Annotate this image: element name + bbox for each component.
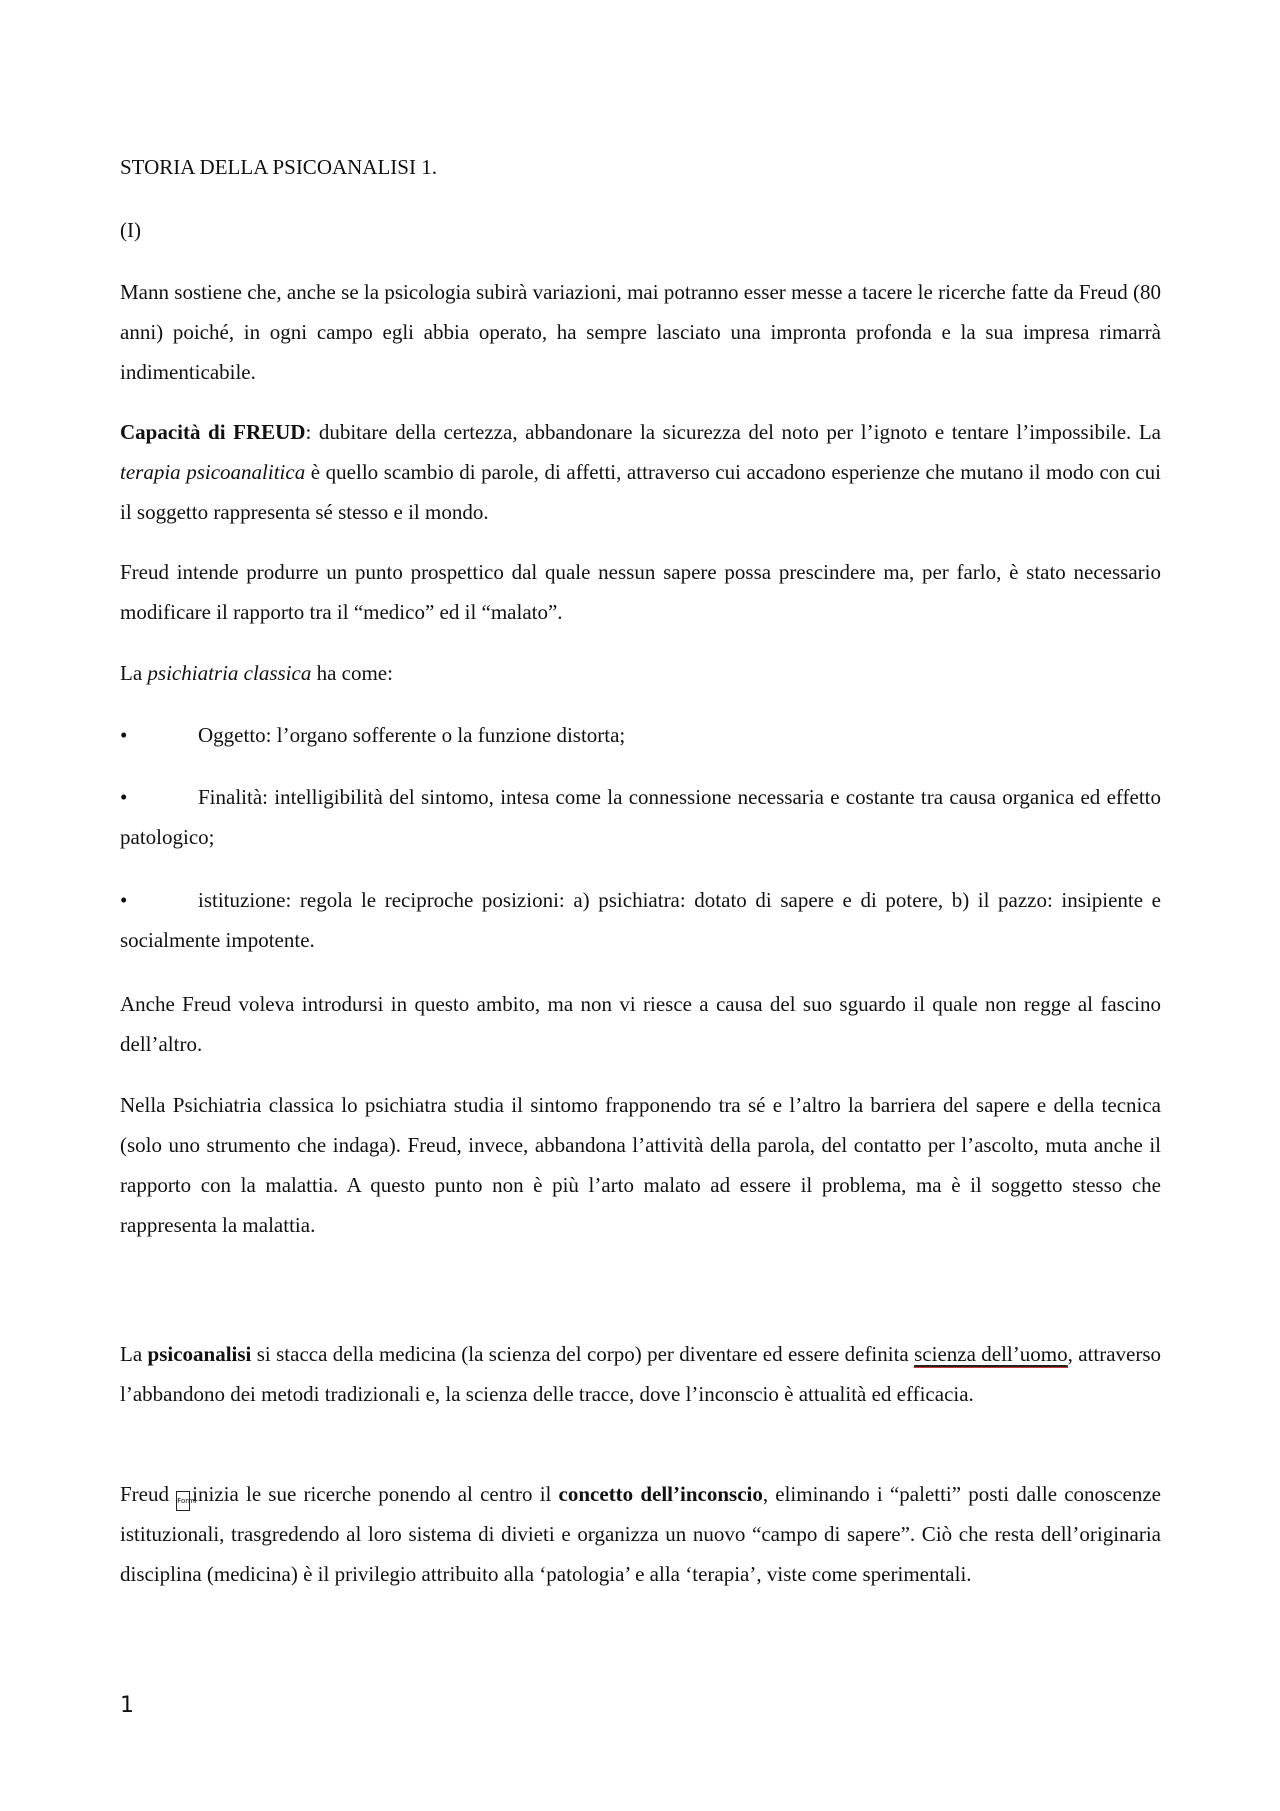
- bullet-symbol: •: [120, 785, 128, 809]
- paragraph-5: Anche Freud voleva introdursi in questo ambito, ma non vi riesce a causa del suo sguardo il quale non regge al fascino dell’altro.: [120, 992, 1161, 1056]
- text-run: è quello scambio di parole, di affetti, attraverso cui accadono esperienze che mutano il modo con cui il soggetto rappresenta sé stesso e il mondo.: [120, 460, 1161, 524]
- list-item-text: Oggetto: l’organo sofferente o la funzione distorta;: [198, 723, 626, 747]
- paragraph-4: [120, 653, 1161, 693]
- italic-term: terapia psicoanalitica: [120, 460, 306, 484]
- paragraph-3: Freud intende produrre un punto prospettico dal quale nessun sapere possa prescindere ma, per farlo, è stato necessario modificare il rapporto tra il “medico” ed il “malato”.: [120, 560, 1161, 624]
- text-run: inizia le sue ricerche ponendo al centro il: [192, 1482, 559, 1506]
- page-number: 1: [120, 1693, 134, 1718]
- bold-term: psicoanalisi: [147, 1342, 252, 1366]
- bullet-symbol: •: [120, 723, 128, 747]
- list-item: [120, 880, 1161, 960]
- text-run: : dubitare della certezza, abbandonare la sicurezza del noto per l’ignoto e tentare l’impossibile. La: [305, 420, 1162, 444]
- paragraph-7: [120, 1334, 1161, 1414]
- text-run: si stacca della medicina (la scienza del corpo) per diventare ed essere definita: [251, 1342, 915, 1366]
- list-item-text: istituzione: regola le reciproche posizioni: a) psichiatra: dotato di sapere e di potere, b) il pazzo: insipiente e socialmente impotente.: [120, 888, 1161, 952]
- bold-term: Capacità di FREUD: [120, 420, 306, 444]
- document-title: STORIA DELLA PSICOANALISI 1.: [120, 155, 437, 179]
- text-run: La: [120, 1342, 148, 1366]
- paragraph-2: [120, 412, 1161, 532]
- text-run: Freud: [120, 1482, 177, 1506]
- paragraph-1: Mann sostiene che, anche se la psicologia subirà variazioni, mai potranno esser messe a tacere le ricerche fatte da Freud (80 anni) poiché, in ogni campo egli abbia operato, ha sempre lasciato una impronta profonda e la sua impresa rimarrà indimenticabile.: [120, 280, 1161, 384]
- underlined-term: scienza dell’uomo: [914, 1342, 1068, 1366]
- paragraph-6: Nella Psichiatria classica lo psichiatra studia il sintomo frapponendo tra sé e l’altro la barriera del sapere e della tecnica (solo uno strumento che indaga). Freud, invece, abbandona l’attività della parola, del contatto per l’ascolto, muta anche il rapporto con la malattia. A questo punto non è più l’arto malato ad essere il problema, ma è il soggetto stesso che rappresenta la malattia.: [120, 1093, 1161, 1237]
- comment-marker-icon[interactable]: Formi: [176, 1491, 190, 1511]
- text-run: ha come:: [311, 661, 393, 685]
- text-run: , eliminando i “paletti” posti dalle conoscenze istituzionali, trasgredendo al loro sistema di divieti e organizza un nuovo “campo di sapere”. Ciò che resta dell’originaria disciplina (medicina) è il privilegio attribuito alla ‘patologia’ e alla ‘terapia’, viste come sperimentali.: [120, 1482, 1161, 1586]
- bullet-symbol: •: [120, 888, 128, 912]
- bold-term: concetto dell’inconscio: [558, 1482, 763, 1506]
- text-run: La: [120, 661, 148, 685]
- list-item-text: Finalità: intelligibilità del sintomo, intesa come la connessione necessaria e costante tra causa organica ed effetto patologico;: [120, 785, 1161, 849]
- italic-term: psichiatria classica: [147, 661, 312, 685]
- paragraph-8: [120, 1474, 1161, 1594]
- section-label: (I): [120, 218, 141, 242]
- text-run: , attraverso l’abbandono dei metodi tradizionali e, la scienza delle tracce, dove l’inconscio è attualità ed efficacia.: [120, 1342, 1161, 1406]
- list-item: [120, 715, 1161, 755]
- list-item: [120, 777, 1161, 857]
